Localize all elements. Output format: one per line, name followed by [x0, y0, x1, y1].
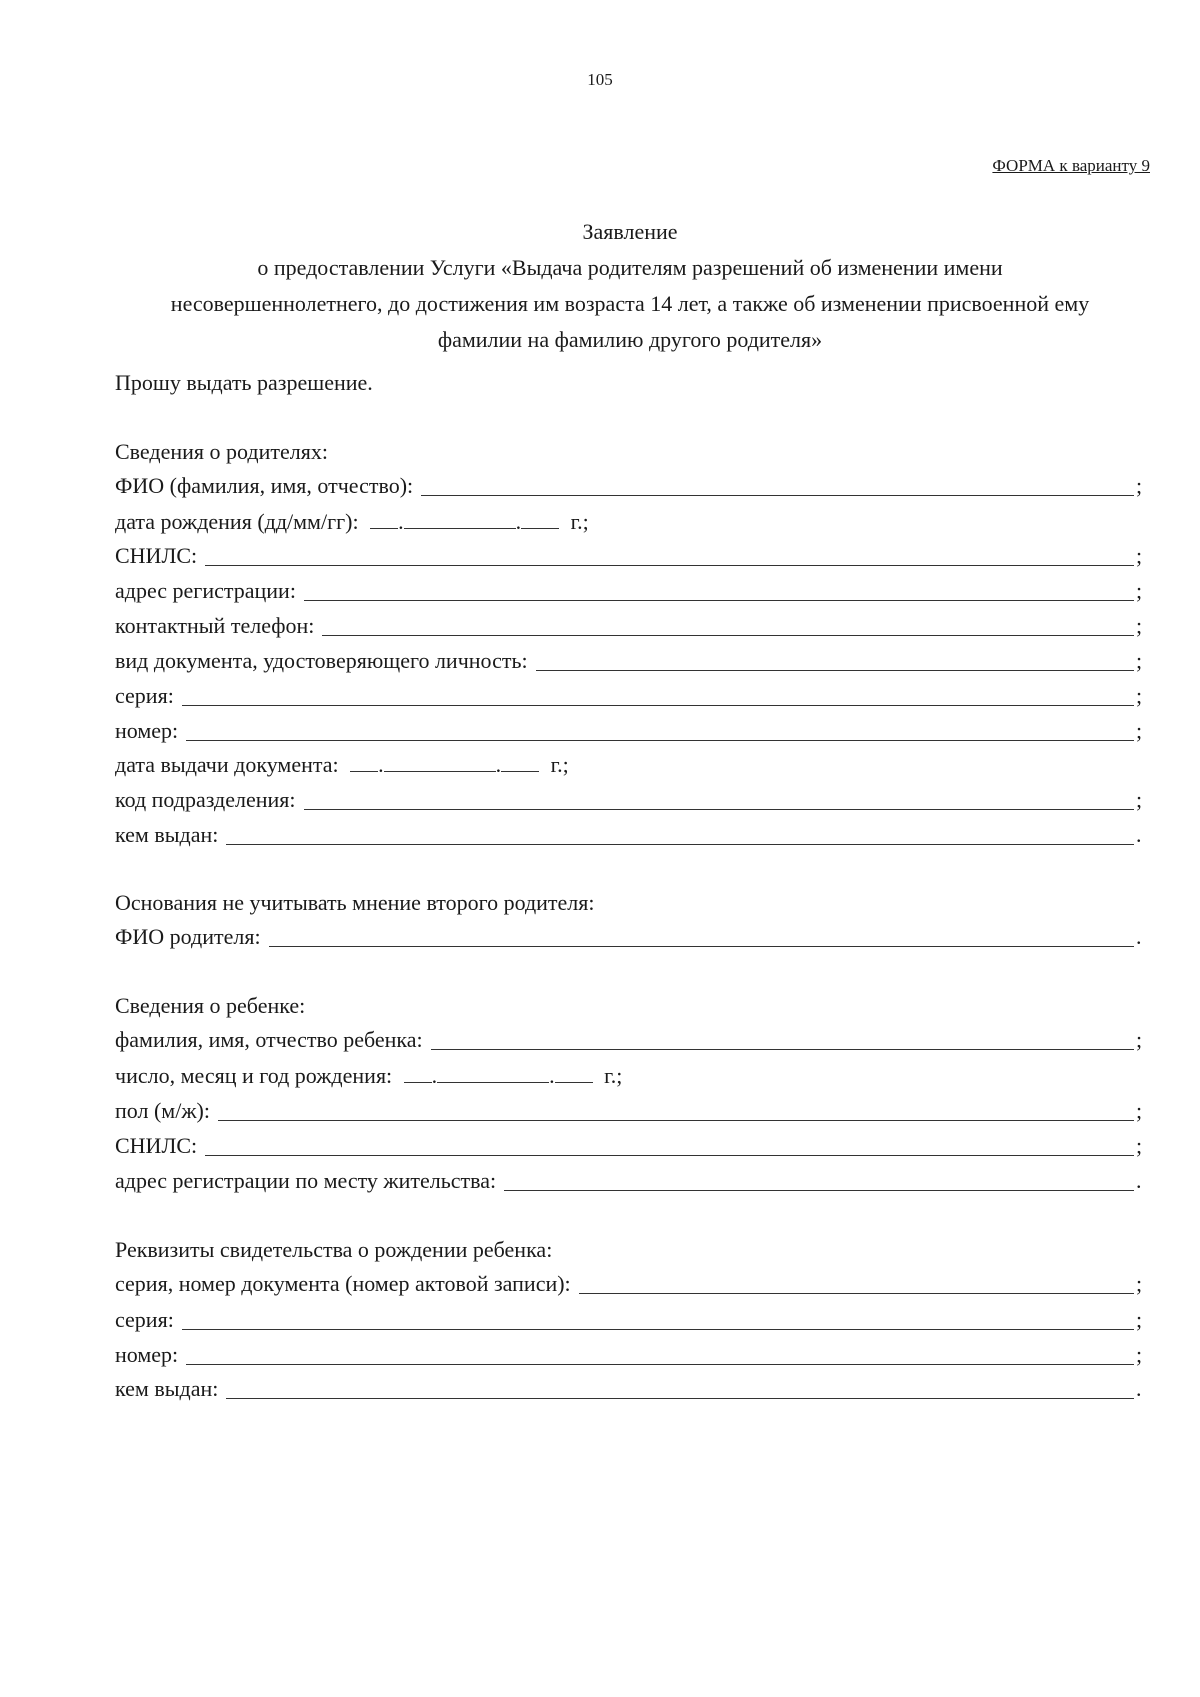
- line-end-semicolon: ;: [1136, 787, 1143, 812]
- parent-division-code-label: код подразделения:: [115, 787, 296, 812]
- parents-section-title: Сведения о родителях:: [115, 439, 328, 464]
- parent-fio-blank[interactable]: [421, 474, 1134, 496]
- heading-title: Заявление: [582, 219, 678, 244]
- parent-birth-date-field: [115, 507, 1145, 537]
- grounds-parent-fio-field: [115, 922, 1145, 952]
- parent-issued-by-label: кем выдан:: [115, 822, 219, 847]
- certificate-number-field: [115, 1340, 1145, 1370]
- child-fio-field: [115, 1025, 1145, 1055]
- certificate-series-label: серия:: [115, 1307, 174, 1332]
- parent-series-blank[interactable]: [182, 684, 1134, 706]
- day-blank[interactable]: [404, 1064, 432, 1083]
- certificate-number-blank[interactable]: [186, 1343, 1134, 1365]
- certificate-series-number-field: [115, 1269, 1145, 1299]
- parent-birth-date-label: дата рождения (дд/мм/гг):: [115, 509, 359, 534]
- date-separator: .: [495, 752, 502, 777]
- child-sex-blank[interactable]: [218, 1099, 1134, 1121]
- month-blank[interactable]: [437, 1064, 549, 1083]
- date-separator: .: [431, 1063, 438, 1088]
- year-suffix: г.;: [570, 509, 589, 534]
- parent-issue-date-label: дата выдачи документа:: [115, 752, 339, 777]
- line-end-semicolon: ;: [1136, 1307, 1143, 1332]
- parent-fio-field: [115, 471, 1145, 501]
- parent-issued-by-field: [115, 820, 1145, 850]
- line-end-semicolon: ;: [1136, 718, 1143, 743]
- child-snils-field: [115, 1131, 1145, 1161]
- month-blank[interactable]: [404, 510, 516, 529]
- parent-series-field: [115, 681, 1145, 711]
- certificate-issued-by-label: кем выдан:: [115, 1376, 219, 1401]
- line-end-period: .: [1136, 1376, 1142, 1401]
- line-end-semicolon: ;: [1136, 648, 1143, 673]
- grounds-parent-fio-label: ФИО родителя:: [115, 924, 261, 949]
- document-heading: [115, 214, 1145, 358]
- heading-line-3: фамилии на фамилию другого родителя»: [437, 327, 823, 352]
- day-blank[interactable]: [350, 753, 378, 772]
- certificate-series-blank[interactable]: [182, 1308, 1134, 1330]
- certificate-series-number-label: серия, номер документа (номер актовой записи):: [115, 1271, 571, 1296]
- parent-issue-date-field: [115, 750, 1145, 780]
- year-suffix: г.;: [550, 752, 569, 777]
- line-end-semicolon: ;: [1136, 613, 1143, 638]
- year-blank[interactable]: [521, 510, 559, 529]
- parent-reg-address-label: адрес регистрации:: [115, 578, 296, 603]
- parent-division-code-field: [115, 785, 1145, 815]
- child-snils-blank[interactable]: [205, 1134, 1134, 1156]
- month-blank[interactable]: [384, 753, 496, 772]
- child-reg-address-blank[interactable]: [504, 1169, 1134, 1191]
- child-sex-label: пол (м/ж):: [115, 1098, 210, 1123]
- child-section-title: Сведения о ребенке:: [115, 993, 306, 1018]
- parent-reg-address-field: [115, 576, 1145, 606]
- child-fio-blank[interactable]: [431, 1028, 1134, 1050]
- line-end-semicolon: ;: [1136, 1271, 1143, 1296]
- grounds-parent-fio-blank[interactable]: [269, 925, 1134, 947]
- child-sex-field: [115, 1096, 1145, 1126]
- child-reg-address-field: [115, 1166, 1145, 1196]
- parent-phone-blank[interactable]: [322, 614, 1134, 636]
- certificate-series-field: [115, 1305, 1145, 1335]
- line-end-period: .: [1136, 822, 1142, 847]
- line-end-semicolon: ;: [1136, 578, 1143, 603]
- parent-id-doc-type-label: вид документа, удостоверяющего личность:: [115, 648, 528, 673]
- parent-snils-label: СНИЛС:: [115, 543, 198, 568]
- date-separator: .: [378, 752, 384, 777]
- line-end-period: .: [1136, 924, 1142, 949]
- parent-id-doc-type-blank[interactable]: [536, 649, 1134, 671]
- line-end-semicolon: ;: [1136, 473, 1143, 498]
- date-separator: .: [549, 1063, 555, 1088]
- parent-id-doc-type-field: [115, 646, 1145, 676]
- parent-snils-field: [115, 541, 1145, 571]
- child-snils-label: СНИЛС:: [115, 1133, 198, 1158]
- parent-series-label: серия:: [115, 683, 174, 708]
- line-end-semicolon: ;: [1136, 543, 1143, 568]
- birth-certificate-section-title: Реквизиты свидетельства о рождении ребенка:: [115, 1237, 553, 1262]
- parent-snils-blank[interactable]: [205, 544, 1134, 566]
- form-reference: ФОРМА к варианту 9: [992, 156, 1150, 175]
- child-fio-label: фамилия, имя, отчество ребенка:: [115, 1027, 423, 1052]
- date-separator: .: [515, 509, 522, 534]
- line-end-semicolon: ;: [1136, 1133, 1143, 1158]
- certificate-issued-by-blank[interactable]: [226, 1377, 1134, 1399]
- heading-line-2: несовершеннолетнего, до достижения им возраста 14 лет, а также об изменении присвоенной ему: [170, 291, 1090, 316]
- page-number: 105: [587, 70, 613, 89]
- parent-phone-label: контактный телефон:: [115, 613, 315, 638]
- certificate-issued-by-field: [115, 1374, 1145, 1404]
- line-end-semicolon: ;: [1136, 1098, 1143, 1123]
- parent-fio-label: ФИО (фамилия, имя, отчество):: [115, 473, 414, 498]
- line-end-semicolon: ;: [1136, 683, 1143, 708]
- date-separator: .: [398, 509, 404, 534]
- parent-number-label: номер:: [115, 718, 179, 743]
- certificate-number-label: номер:: [115, 1342, 179, 1367]
- certificate-series-number-blank[interactable]: [579, 1272, 1134, 1294]
- parent-issued-by-blank[interactable]: [226, 823, 1134, 845]
- year-blank[interactable]: [555, 1064, 593, 1083]
- year-suffix: г.;: [604, 1063, 623, 1088]
- line-end-semicolon: ;: [1136, 1342, 1143, 1367]
- line-end-semicolon: ;: [1136, 1027, 1143, 1052]
- child-birth-date-label: число, месяц и год рождения:: [115, 1063, 393, 1088]
- parent-phone-field: [115, 611, 1145, 641]
- heading-line-1: о предоставлении Услуги «Выдача родителям разрешений об изменении имени: [257, 255, 1003, 280]
- parent-number-blank[interactable]: [186, 719, 1134, 741]
- year-blank[interactable]: [501, 753, 539, 772]
- parent-number-field: [115, 716, 1145, 746]
- line-end-period: .: [1136, 1168, 1142, 1193]
- child-birth-date-field: [115, 1061, 1145, 1091]
- day-blank[interactable]: [370, 510, 398, 529]
- child-reg-address-label: адрес регистрации по месту жительства:: [115, 1168, 497, 1193]
- request-text: Прошу выдать разрешение.: [115, 370, 373, 395]
- parent-division-code-blank[interactable]: [304, 788, 1134, 810]
- parent-reg-address-blank[interactable]: [304, 579, 1134, 601]
- grounds-section-title: Основания не учитывать мнение второго родителя:: [115, 890, 595, 915]
